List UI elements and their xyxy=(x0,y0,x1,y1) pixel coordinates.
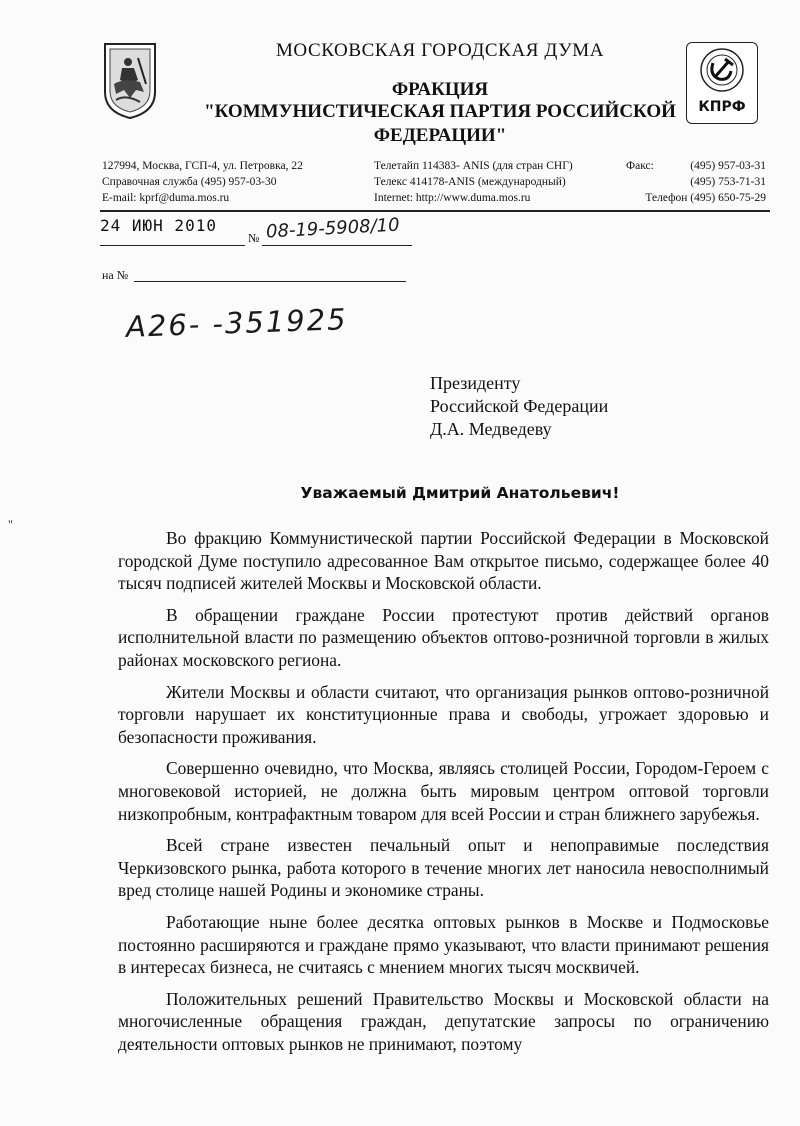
faction-label: ФРАКЦИЯ xyxy=(391,79,489,100)
kprf-logo-text: КПРФ xyxy=(698,99,746,115)
paragraph: В обращении граждане России протестуют против действий органов исполнительной власти по размещению объектов оптово-розничной торговли в жилых районах московского региона. xyxy=(118,604,769,670)
paragraph: Жители Москвы и области считают, что организация рынков оптово-розничной торговли нарушает их конституционные права и свободы, угрожает здоровью и безопасности проживания. xyxy=(118,681,769,747)
moscow-coat-of-arms-icon xyxy=(100,40,160,120)
date-stamp: 24 ИЮН 2010 xyxy=(100,216,217,235)
letter-body xyxy=(118,527,769,1064)
date-line xyxy=(100,245,245,246)
reference-number-line xyxy=(134,281,406,282)
header-divider xyxy=(100,210,770,212)
addressee-line1: Президенту xyxy=(430,373,521,393)
fax-number-1: (495) 957-03-31 xyxy=(690,160,766,172)
info-service-text: Справочная служба (495) 957-03-30 xyxy=(102,176,277,188)
number-label: № xyxy=(248,231,260,245)
internet-text: Internet: http://www.duma.mos.ru xyxy=(374,192,531,204)
incoming-stamp-number: А26- -351925 xyxy=(125,302,349,344)
paragraph: Всей стране известен печальный опыт и непоправимые последствия Черкизовского рынка, работа которого в течение многих лет наносила невосполнимый вред столице нашей Родины и экономике страны. xyxy=(118,835,769,901)
paragraph: Работающие ныне более десятка оптовых рынков в Москве и Подмосковье постоянно расширяются и граждане прямо указывают, что власти принимают решения в интересах бизнеса, не считаясь с мнением многих тысяч москвичей. xyxy=(118,911,769,978)
registration-number: 08-19-5908/10 xyxy=(265,214,401,243)
number-line xyxy=(262,245,412,246)
address-text: 127994, Москва, ГСП-4, ул. Петровка, 22 xyxy=(102,160,303,172)
reference-number-label: на № xyxy=(102,268,129,282)
kprf-logo xyxy=(686,42,758,124)
teletype-text: Телетайп 114383- ANIS (для стран СНГ) xyxy=(374,160,573,172)
fax-number-2: (495) 753-71-31 xyxy=(690,176,766,188)
paragraph: Совершенно очевидно, что Москва, являясь столицей России, Городом-Героем с многовековой историей, не должна быть мировым центром оптовой торговли низкопробным, контрафактным товаром для всей России и стран ближнего зарубежья. xyxy=(118,758,769,824)
email-text: E-mail: kprf@duma.mos.ru xyxy=(102,192,230,204)
contact-column-middle xyxy=(374,158,624,206)
addressee-line3: Д.А. Медведеву xyxy=(430,419,552,439)
hammer-sickle-icon xyxy=(687,43,757,101)
fax-label: Факс: xyxy=(626,160,654,172)
addressee-line2: Российской Федерации xyxy=(430,396,609,416)
paragraph: Положительных решений Правительство Москвы и Московской области на многочисленные обращения граждан, депутатские запросы по ограничению деятельности оптовых рынков не принимают, поэтому xyxy=(118,988,769,1054)
contact-column-right xyxy=(626,158,766,206)
paragraph: Во фракцию Коммунистической партии Российской Федерации в Московской городской Думе поступило адресованное Вам открытое письмо, содержащее более 40 тысяч подписей жителей Москвы и Московской области. xyxy=(118,528,769,594)
phone-text: Телефон (495) 650-75-29 xyxy=(645,192,766,204)
contact-column-left xyxy=(102,158,352,206)
party-name-line1: "КОММУНИСТИЧЕСКАЯ ПАРТИЯ РОССИЙСКОЙ xyxy=(204,101,676,122)
party-name-line2: ФЕДЕРАЦИИ" xyxy=(373,125,507,146)
duma-title: МОСКОВСКАЯ ГОРОДСКАЯ ДУМА xyxy=(275,40,605,61)
greeting: Уважаемый Дмитрий Анатольевич! xyxy=(300,484,620,502)
telex-text: Телекс 414178-ANIS (международный) xyxy=(374,176,566,188)
margin-mark: " xyxy=(8,517,13,531)
